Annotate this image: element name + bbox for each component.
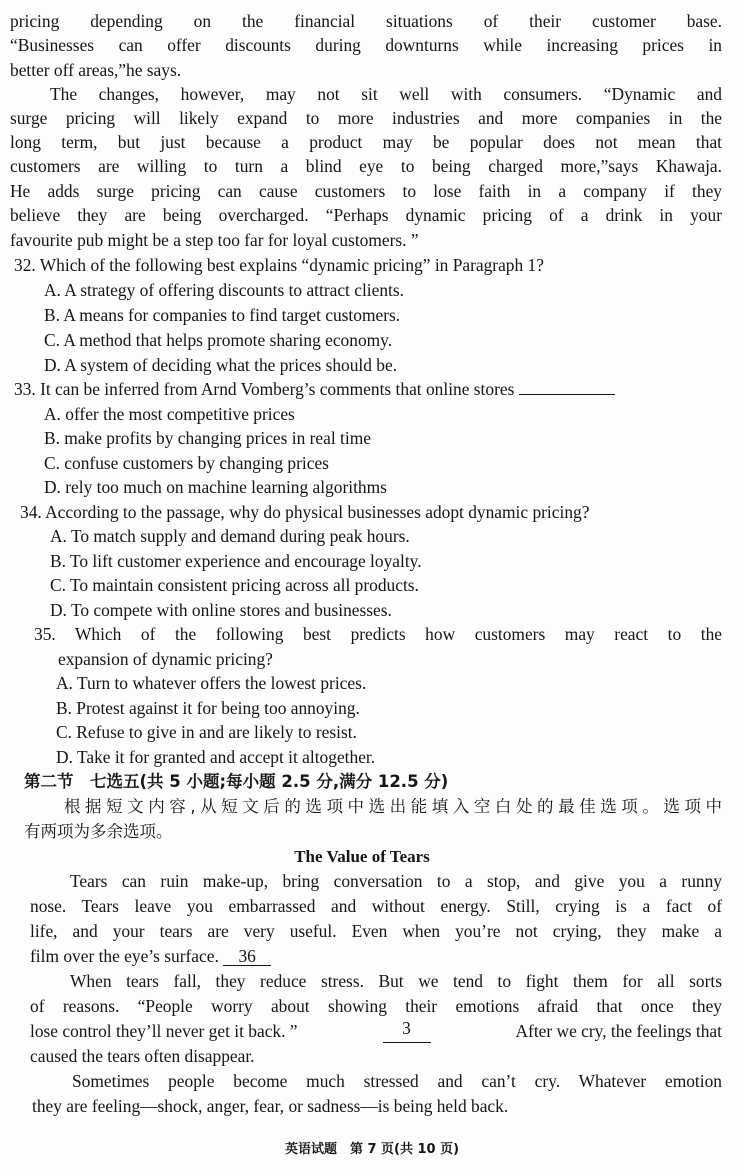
- answer-blank: [519, 377, 615, 395]
- passage-line: caused the tears often disappear.: [30, 1046, 255, 1066]
- passage-line: Tears can ruin make-up, bring conversation to a stop, and give you a runny: [70, 871, 722, 891]
- passage-line: [30, 1019, 722, 1043]
- question-35-option-c: C. Refuse to give in and are likely to resist.: [56, 722, 357, 742]
- passage-line: When tears fall, they reduce stress. But we tend to fight them for all sorts: [70, 971, 722, 991]
- question-32-option-a: A. A strategy of offering discounts to attract clients.: [44, 280, 404, 300]
- question-32-option-d: D. A system of deciding what the prices should be.: [44, 355, 398, 375]
- question-35-option-b: B. Protest against it for being too annoying.: [56, 698, 360, 718]
- answer-blank-37: 3: [383, 1019, 431, 1043]
- passage-line: favourite pub might be a step too far for loyal customers. ”: [10, 230, 419, 250]
- passage-text: lose control they’ll never get it back. ”: [30, 1021, 298, 1041]
- question-33-option-d: D. rely too much on machine learning algorithms: [44, 477, 387, 497]
- question-34-option-d: D. To compete with online stores and businesses.: [50, 600, 392, 620]
- passage-line: long term, but just because a product may be popular does not mean that: [10, 132, 722, 152]
- passage-text: film over the eye’s surface.: [30, 946, 219, 966]
- passage-line: surge pricing will likely expand to more industries and more companies in the: [10, 108, 722, 128]
- question-33-option-c: C. confuse customers by changing prices: [44, 453, 329, 473]
- answer-blank-36: 36: [223, 947, 271, 966]
- question-32-stem: 32. Which of the following best explains “dynamic pricing” in Paragraph 1?: [14, 255, 544, 275]
- question-34-stem: 34. According to the passage, why do physical businesses adopt dynamic pricing?: [20, 502, 590, 522]
- passage-line: nose. Tears leave you embarrassed and without energy. Still, crying is a fact of: [30, 896, 722, 916]
- passage-line: believe they are being overcharged. “Perhaps dynamic pricing of a drink in your: [10, 205, 722, 225]
- section-heading: 第二节 七选五(共 5 小题;每小题 2.5 分,满分 12.5 分): [24, 772, 449, 791]
- passage-line: customers are willing to turn a blind eye to being charged more,”says Khawaja.: [10, 156, 722, 176]
- question-33-option-b: B. make profits by changing prices in real time: [44, 428, 371, 448]
- question-35-option-d: D. Take it for granted and accept it altogether.: [56, 747, 376, 767]
- question-32-option-c: C. A method that helps promote sharing economy.: [44, 330, 393, 350]
- passage-line: better off areas,”he says.: [10, 60, 182, 80]
- passage-line: Sometimes people become much stressed and can’t cry. Whatever emotion: [72, 1071, 722, 1091]
- passage-line: “Businesses can offer discounts during downturns while increasing prices in: [10, 35, 722, 55]
- question-34-option-c: C. To maintain consistent pricing across all products.: [50, 575, 419, 595]
- question-34-option-b: B. To lift customer experience and encourage loyalty.: [50, 551, 422, 571]
- passage-line: The changes, however, may not sit well with consumers. “Dynamic and: [50, 84, 722, 104]
- question-33-stem-text: 33. It can be inferred from Arnd Vomberg’s comments that online stores: [14, 379, 515, 399]
- passage-line: of reasons. “People worry about showing their emotions afraid that once they: [30, 996, 722, 1016]
- question-33-option-a: A. offer the most competitive prices: [44, 404, 295, 424]
- passage-line: life, and your tears are very useful. Even when you’re not crying, they make a: [30, 921, 722, 941]
- question-35-option-a: A. Turn to whatever offers the lowest prices.: [56, 673, 367, 693]
- passage-line: they are feeling—shock, anger, fear, or sadness—is being held back.: [32, 1096, 509, 1116]
- question-35-stem: 35. Which of the following best predicts how customers may react to the: [34, 624, 722, 644]
- question-34-option-a: A. To match supply and demand during peak hours.: [50, 526, 410, 546]
- page-footer: 英语试题 第 7 页(共 10 页): [284, 1142, 460, 1157]
- question-33-stem: [14, 377, 726, 401]
- passage-line: pricing depending on the financial situations of their customer base.: [10, 11, 722, 31]
- passage-title: The Value of Tears: [294, 847, 430, 866]
- section-instruction: 根据短文内容,从短文后的选项中选出能填入空白处的最佳选项。选项中: [64, 797, 722, 816]
- passage-line: [30, 944, 742, 968]
- question-32-option-b: B. A means for companies to find target customers.: [44, 305, 401, 325]
- question-35-stem-continued: expansion of dynamic pricing?: [58, 649, 273, 669]
- passage-text: After we cry, the feelings that: [515, 1021, 722, 1041]
- passage-line: He adds surge pricing can cause customers to lose faith in a company if they: [10, 181, 722, 201]
- section-instruction-continued: 有两项为多余选项。: [24, 822, 173, 841]
